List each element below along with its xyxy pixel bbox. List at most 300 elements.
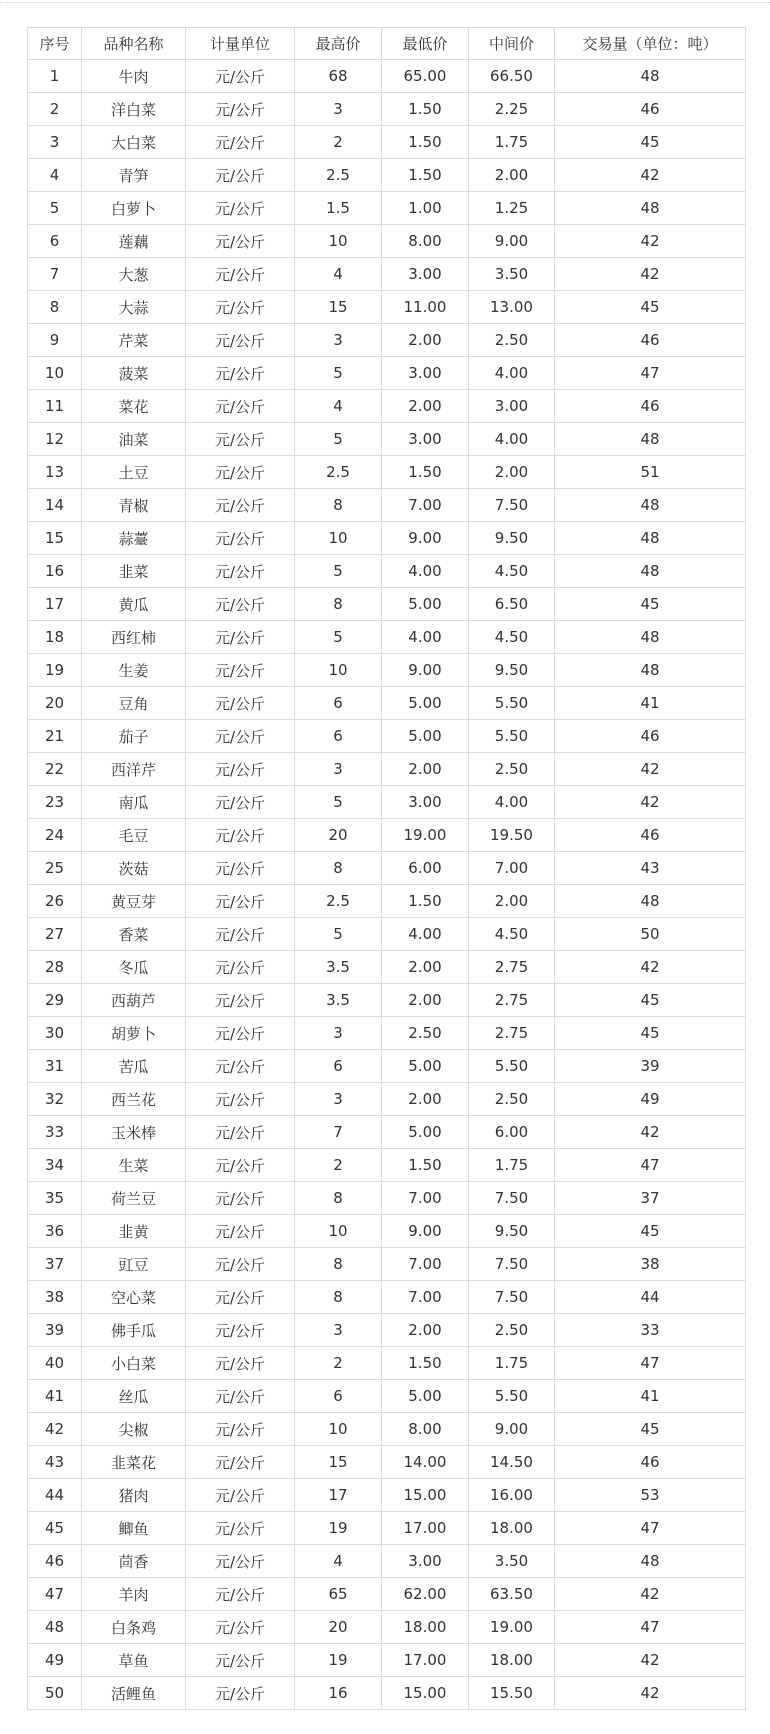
cell-volume: 46 [555,720,746,753]
table-row [28,984,746,1017]
cell-unit: 元/公斤 [186,1149,295,1182]
cell-variety-name: 茄子 [82,720,186,753]
cell-volume: 45 [555,291,746,324]
cell-min-price: 2.00 [382,1314,469,1347]
cell-unit: 元/公斤 [186,258,295,291]
cell-mid-price: 3.00 [469,390,555,423]
cell-unit: 元/公斤 [186,291,295,324]
cell-index: 17 [28,588,82,621]
cell-volume: 48 [555,522,746,555]
cell-unit: 元/公斤 [186,1446,295,1479]
cell-unit: 元/公斤 [186,984,295,1017]
cell-min-price: 5.00 [382,1050,469,1083]
cell-index: 31 [28,1050,82,1083]
cell-max-price: 16 [295,1677,382,1710]
cell-index: 37 [28,1248,82,1281]
table-row [28,489,746,522]
cell-index: 45 [28,1512,82,1545]
cell-volume: 48 [555,885,746,918]
cell-mid-price: 4.50 [469,621,555,654]
cell-mid-price: 19.00 [469,1611,555,1644]
cell-mid-price: 4.50 [469,555,555,588]
cell-volume: 38 [555,1248,746,1281]
cell-volume: 48 [555,192,746,225]
cell-volume: 48 [555,489,746,522]
header-volume: 交易量（单位：吨） [555,28,746,60]
cell-volume: 46 [555,93,746,126]
cell-max-price: 3.5 [295,951,382,984]
cell-unit: 元/公斤 [186,1281,295,1314]
cell-mid-price: 7.50 [469,489,555,522]
cell-mid-price: 7.50 [469,1248,555,1281]
table-row [28,93,746,126]
cell-variety-name: 黄豆芽 [82,885,186,918]
cell-mid-price: 1.25 [469,192,555,225]
cell-unit: 元/公斤 [186,1116,295,1149]
table-row [28,852,746,885]
cell-volume: 48 [555,423,746,456]
cell-max-price: 6 [295,1050,382,1083]
cell-volume: 39 [555,1050,746,1083]
cell-variety-name: 韭菜 [82,555,186,588]
cell-unit: 元/公斤 [186,93,295,126]
cell-volume: 42 [555,258,746,291]
cell-mid-price: 2.25 [469,93,555,126]
cell-min-price: 7.00 [382,1281,469,1314]
cell-mid-price: 4.00 [469,423,555,456]
cell-unit: 元/公斤 [186,1215,295,1248]
cell-max-price: 8 [295,489,382,522]
cell-index: 39 [28,1314,82,1347]
cell-min-price: 5.00 [382,588,469,621]
cell-index: 28 [28,951,82,984]
cell-index: 25 [28,852,82,885]
cell-min-price: 7.00 [382,1248,469,1281]
cell-min-price: 8.00 [382,1413,469,1446]
cell-index: 30 [28,1017,82,1050]
cell-mid-price: 18.00 [469,1644,555,1677]
cell-index: 3 [28,126,82,159]
cell-min-price: 5.00 [382,1116,469,1149]
cell-unit: 元/公斤 [186,1611,295,1644]
cell-min-price: 7.00 [382,489,469,522]
header-unit: 计量单位 [186,28,295,60]
cell-unit: 元/公斤 [186,786,295,819]
cell-variety-name: 鲫鱼 [82,1512,186,1545]
cell-variety-name: 韭菜花 [82,1446,186,1479]
cell-min-price: 5.00 [382,720,469,753]
cell-volume: 42 [555,951,746,984]
cell-max-price: 19 [295,1644,382,1677]
cell-mid-price: 2.00 [469,159,555,192]
cell-variety-name: 菠菜 [82,357,186,390]
cell-min-price: 6.00 [382,852,469,885]
cell-index: 46 [28,1545,82,1578]
cell-unit: 元/公斤 [186,654,295,687]
cell-min-price: 3.00 [382,357,469,390]
cell-max-price: 8 [295,1281,382,1314]
cell-mid-price: 2.75 [469,951,555,984]
cell-unit: 元/公斤 [186,522,295,555]
cell-max-price: 4 [295,258,382,291]
cell-mid-price: 2.50 [469,1083,555,1116]
table-row [28,786,746,819]
cell-unit: 元/公斤 [186,1050,295,1083]
cell-mid-price: 2.75 [469,1017,555,1050]
cell-min-price: 4.00 [382,918,469,951]
table-row [28,126,746,159]
table-row [28,720,746,753]
cell-volume: 45 [555,588,746,621]
cell-mid-price: 9.50 [469,1215,555,1248]
cell-variety-name: 大蒜 [82,291,186,324]
cell-min-price: 1.50 [382,885,469,918]
cell-min-price: 9.00 [382,522,469,555]
cell-mid-price: 7.50 [469,1281,555,1314]
cell-mid-price: 6.00 [469,1116,555,1149]
cell-max-price: 10 [295,225,382,258]
cell-volume: 53 [555,1479,746,1512]
cell-volume: 48 [555,60,746,93]
cell-max-price: 15 [295,291,382,324]
table-row [28,522,746,555]
cell-index: 4 [28,159,82,192]
cell-max-price: 20 [295,1611,382,1644]
cell-index: 43 [28,1446,82,1479]
cell-unit: 元/公斤 [186,951,295,984]
cell-volume: 37 [555,1182,746,1215]
cell-variety-name: 小白菜 [82,1347,186,1380]
table-row [28,753,746,786]
cell-mid-price: 63.50 [469,1578,555,1611]
cell-variety-name: 洋白菜 [82,93,186,126]
cell-max-price: 3 [295,1314,382,1347]
cell-unit: 元/公斤 [186,1479,295,1512]
cell-mid-price: 2.00 [469,885,555,918]
cell-min-price: 7.00 [382,1182,469,1215]
cell-variety-name: 牛肉 [82,60,186,93]
cell-max-price: 20 [295,819,382,852]
cell-volume: 42 [555,225,746,258]
cell-min-price: 2.00 [382,951,469,984]
cell-index: 20 [28,687,82,720]
cell-unit: 元/公斤 [186,456,295,489]
cell-mid-price: 9.00 [469,225,555,258]
table-row [28,1281,746,1314]
cell-mid-price: 6.50 [469,588,555,621]
cell-index: 21 [28,720,82,753]
table-row [28,390,746,423]
cell-max-price: 10 [295,522,382,555]
cell-variety-name: 西兰花 [82,1083,186,1116]
cell-index: 11 [28,390,82,423]
cell-min-price: 14.00 [382,1446,469,1479]
cell-volume: 42 [555,786,746,819]
cell-mid-price: 1.75 [469,1149,555,1182]
cell-volume: 46 [555,819,746,852]
cell-volume: 46 [555,390,746,423]
cell-variety-name: 香菜 [82,918,186,951]
cell-variety-name: 丝瓜 [82,1380,186,1413]
cell-unit: 元/公斤 [186,1017,295,1050]
table-row [28,1149,746,1182]
cell-unit: 元/公斤 [186,1677,295,1710]
cell-volume: 41 [555,1380,746,1413]
price-table [27,27,746,1710]
cell-unit: 元/公斤 [186,423,295,456]
cell-max-price: 3.5 [295,984,382,1017]
cell-max-price: 8 [295,1248,382,1281]
cell-index: 38 [28,1281,82,1314]
cell-max-price: 2.5 [295,456,382,489]
table-row [28,1116,746,1149]
cell-mid-price: 14.50 [469,1446,555,1479]
cell-max-price: 2 [295,126,382,159]
cell-volume: 44 [555,1281,746,1314]
table-header-row [28,28,746,60]
cell-min-price: 2.00 [382,324,469,357]
cell-mid-price: 13.00 [469,291,555,324]
cell-variety-name: 菜花 [82,390,186,423]
cell-index: 5 [28,192,82,225]
cell-index: 19 [28,654,82,687]
cell-max-price: 5 [295,918,382,951]
cell-min-price: 4.00 [382,555,469,588]
cell-variety-name: 草鱼 [82,1644,186,1677]
cell-max-price: 7 [295,1116,382,1149]
cell-min-price: 15.00 [382,1677,469,1710]
cell-max-price: 3 [295,1017,382,1050]
cell-mid-price: 9.00 [469,1413,555,1446]
cell-unit: 元/公斤 [186,1578,295,1611]
cell-unit: 元/公斤 [186,621,295,654]
cell-unit: 元/公斤 [186,1413,295,1446]
cell-min-price: 1.50 [382,1347,469,1380]
cell-unit: 元/公斤 [186,357,295,390]
cell-unit: 元/公斤 [186,489,295,522]
cell-unit: 元/公斤 [186,60,295,93]
header-min-price: 最低价 [382,28,469,60]
cell-max-price: 8 [295,1182,382,1215]
cell-unit: 元/公斤 [186,753,295,786]
price-table-container [27,27,745,1710]
table-row [28,1215,746,1248]
cell-unit: 元/公斤 [186,885,295,918]
cell-variety-name: 西红柿 [82,621,186,654]
cell-volume: 41 [555,687,746,720]
table-row [28,423,746,456]
cell-min-price: 2.00 [382,390,469,423]
cell-min-price: 3.00 [382,786,469,819]
cell-variety-name: 毛豆 [82,819,186,852]
cell-min-price: 3.00 [382,258,469,291]
cell-mid-price: 3.50 [469,1545,555,1578]
cell-variety-name: 土豆 [82,456,186,489]
cell-max-price: 15 [295,1446,382,1479]
table-row [28,588,746,621]
table-row [28,159,746,192]
cell-mid-price: 19.50 [469,819,555,852]
cell-max-price: 4 [295,390,382,423]
table-row [28,1446,746,1479]
cell-variety-name: 黄瓜 [82,588,186,621]
cell-min-price: 2.00 [382,753,469,786]
cell-variety-name: 荷兰豆 [82,1182,186,1215]
cell-variety-name: 玉米棒 [82,1116,186,1149]
cell-mid-price: 9.50 [469,654,555,687]
table-row [28,258,746,291]
table-row [28,291,746,324]
cell-max-price: 5 [295,786,382,819]
cell-max-price: 1.5 [295,192,382,225]
cell-min-price: 1.50 [382,456,469,489]
cell-max-price: 8 [295,852,382,885]
cell-max-price: 3 [295,324,382,357]
table-row [28,324,746,357]
table-row [28,456,746,489]
cell-max-price: 5 [295,423,382,456]
cell-variety-name: 猪肉 [82,1479,186,1512]
cell-max-price: 6 [295,1380,382,1413]
cell-min-price: 11.00 [382,291,469,324]
cell-mid-price: 9.50 [469,522,555,555]
cell-unit: 元/公斤 [186,918,295,951]
cell-mid-price: 5.50 [469,720,555,753]
cell-index: 26 [28,885,82,918]
cell-min-price: 3.00 [382,1545,469,1578]
cell-unit: 元/公斤 [186,324,295,357]
cell-index: 41 [28,1380,82,1413]
cell-index: 33 [28,1116,82,1149]
cell-variety-name: 羊肉 [82,1578,186,1611]
cell-max-price: 17 [295,1479,382,1512]
cell-variety-name: 苦瓜 [82,1050,186,1083]
table-row [28,621,746,654]
table-row [28,1413,746,1446]
cell-volume: 45 [555,1017,746,1050]
cell-max-price: 10 [295,654,382,687]
cell-min-price: 3.00 [382,423,469,456]
cell-volume: 42 [555,159,746,192]
cell-variety-name: 南瓜 [82,786,186,819]
header-mid-price: 中间价 [469,28,555,60]
cell-unit: 元/公斤 [186,126,295,159]
cell-max-price: 68 [295,60,382,93]
cell-index: 10 [28,357,82,390]
cell-min-price: 62.00 [382,1578,469,1611]
cell-index: 24 [28,819,82,852]
cell-variety-name: 白萝卜 [82,192,186,225]
cell-unit: 元/公斤 [186,852,295,885]
cell-index: 14 [28,489,82,522]
cell-unit: 元/公斤 [186,819,295,852]
cell-variety-name: 西葫芦 [82,984,186,1017]
cell-variety-name: 油菜 [82,423,186,456]
cell-mid-price: 7.50 [469,1182,555,1215]
table-row [28,687,746,720]
table-row [28,1182,746,1215]
cell-index: 15 [28,522,82,555]
cell-min-price: 5.00 [382,687,469,720]
cell-index: 9 [28,324,82,357]
table-row [28,1347,746,1380]
cell-min-price: 2.00 [382,1083,469,1116]
cell-volume: 42 [555,1116,746,1149]
cell-volume: 42 [555,1677,746,1710]
cell-min-price: 2.50 [382,1017,469,1050]
cell-volume: 46 [555,1446,746,1479]
cell-variety-name: 白条鸡 [82,1611,186,1644]
cell-variety-name: 豆角 [82,687,186,720]
table-row [28,1248,746,1281]
cell-volume: 33 [555,1314,746,1347]
cell-variety-name: 韭黄 [82,1215,186,1248]
cell-volume: 43 [555,852,746,885]
cell-max-price: 65 [295,1578,382,1611]
header-max-price: 最高价 [295,28,382,60]
cell-index: 6 [28,225,82,258]
table-row [28,885,746,918]
cell-variety-name: 蒜薹 [82,522,186,555]
cell-max-price: 2.5 [295,159,382,192]
cell-unit: 元/公斤 [186,1182,295,1215]
cell-min-price: 17.00 [382,1512,469,1545]
table-row [28,1545,746,1578]
cell-index: 44 [28,1479,82,1512]
cell-max-price: 4 [295,1545,382,1578]
cell-min-price: 9.00 [382,1215,469,1248]
cell-index: 8 [28,291,82,324]
cell-mid-price: 66.50 [469,60,555,93]
table-body [28,60,746,1710]
cell-index: 36 [28,1215,82,1248]
cell-unit: 元/公斤 [186,1644,295,1677]
cell-unit: 元/公斤 [186,1314,295,1347]
cell-variety-name: 生菜 [82,1149,186,1182]
cell-volume: 47 [555,1149,746,1182]
cell-unit: 元/公斤 [186,192,295,225]
table-row [28,1380,746,1413]
cell-min-price: 5.00 [382,1380,469,1413]
cell-unit: 元/公斤 [186,159,295,192]
cell-volume: 42 [555,1578,746,1611]
cell-variety-name: 空心菜 [82,1281,186,1314]
cell-volume: 42 [555,753,746,786]
cell-volume: 47 [555,357,746,390]
cell-min-price: 1.00 [382,192,469,225]
cell-mid-price: 1.75 [469,1347,555,1380]
cell-variety-name: 胡萝卜 [82,1017,186,1050]
cell-max-price: 5 [295,555,382,588]
cell-volume: 48 [555,654,746,687]
table-row [28,1050,746,1083]
cell-mid-price: 2.50 [469,1314,555,1347]
cell-unit: 元/公斤 [186,225,295,258]
table-row [28,654,746,687]
cell-max-price: 2.5 [295,885,382,918]
cell-volume: 45 [555,1413,746,1446]
cell-index: 40 [28,1347,82,1380]
cell-mid-price: 2.00 [469,456,555,489]
cell-unit: 元/公斤 [186,555,295,588]
cell-max-price: 3 [295,753,382,786]
table-row [28,225,746,258]
cell-index: 7 [28,258,82,291]
cell-index: 32 [28,1083,82,1116]
header-index: 序号 [28,28,82,60]
cell-mid-price: 3.50 [469,258,555,291]
cell-max-price: 6 [295,687,382,720]
